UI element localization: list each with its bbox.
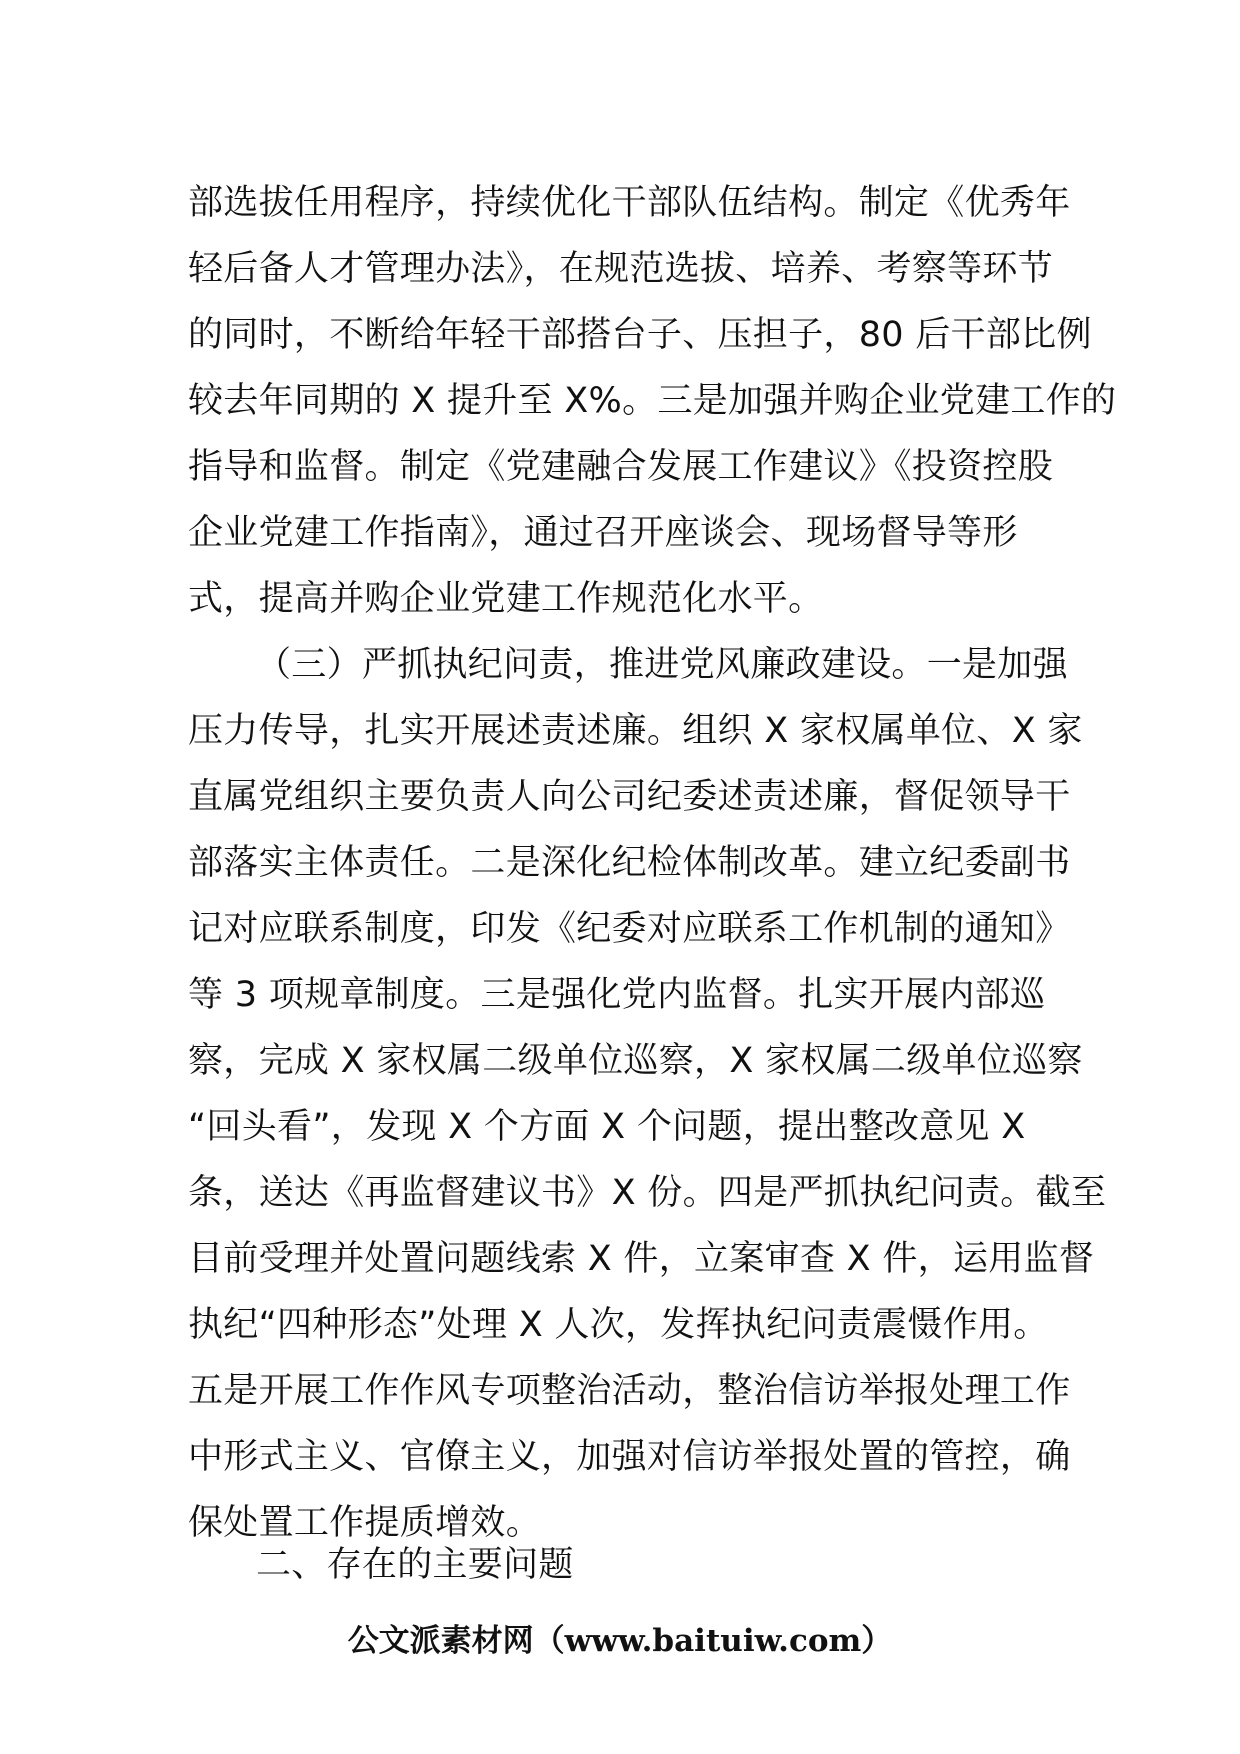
- text-line: 部选拔任用程序，持续优化干部队伍结构。制定《优秀年: [188, 183, 1071, 223]
- text-line: 的同时，不断给年轻干部搭台子、压担子，80 后干部比例: [188, 315, 1092, 355]
- text-line: 直属党组织主要负责人向公司纪委述责述廉，督促领导干: [188, 777, 1071, 817]
- text-line: 条，送达《再监督建议书》X 份。四是严抓执纪问责。截至: [188, 1173, 1107, 1213]
- text-line: 式，提高并购企业党建工作规范化水平。: [188, 579, 824, 619]
- text-line: “回头看”，发现 X 个方面 X 个问题，提出整改意见 X: [188, 1107, 1026, 1147]
- text-line: 压力传导，扎实开展述责述廉。组织 X 家权属单位、X 家: [188, 711, 1083, 751]
- chapter-heading: 二、存在的主要问题: [256, 1545, 574, 1585]
- text-line: 记对应联系制度，印发《纪委对应联系工作机制的通知》: [188, 909, 1071, 949]
- text-line: 察，完成 X 家权属二级单位巡察，X 家权属二级单位巡察: [188, 1041, 1083, 1081]
- text-line: 较去年同期的 X 提升至 X%。三是加强并购企业党建工作的: [188, 381, 1117, 421]
- text-line: 保处置工作提质增效。: [188, 1503, 542, 1543]
- text-line: 五是开展工作作风专项整治活动，整治信访举报处理工作: [188, 1371, 1071, 1411]
- text-line: 指导和监督。制定《党建融合发展工作建议》《投资控股: [188, 447, 1054, 487]
- text-line: 企业党建工作指南》，通过召开座谈会、现场督导等形: [188, 513, 1018, 553]
- text-line: 部落实主体责任。二是深化纪检体制改革。建立纪委副书: [188, 843, 1071, 883]
- text-line: 执纪“四种形态”处理 X 人次，发挥执纪问责震慑作用。: [188, 1305, 1049, 1345]
- text-line: 目前受理并处置问题线索 X 件，立案审查 X 件，运用监督: [188, 1239, 1095, 1279]
- watermark-footer: 公文派素材网（www.baituiw.com）: [347, 1623, 893, 1659]
- text-line: 轻后备人才管理办法》，在规范选拔、培养、考察等环节: [188, 249, 1054, 289]
- section-heading-line: （三）严抓执纪问责，推进党风廉政建设。一是加强: [256, 645, 1068, 685]
- body-text: [188, 170, 1117, 1556]
- text-line: 等 3 项规章制度。三是强化党内监督。扎实开展内部巡: [188, 975, 1046, 1015]
- text-line: 中形式主义、官僚主义，加强对信访举报处置的管控，确: [188, 1437, 1071, 1477]
